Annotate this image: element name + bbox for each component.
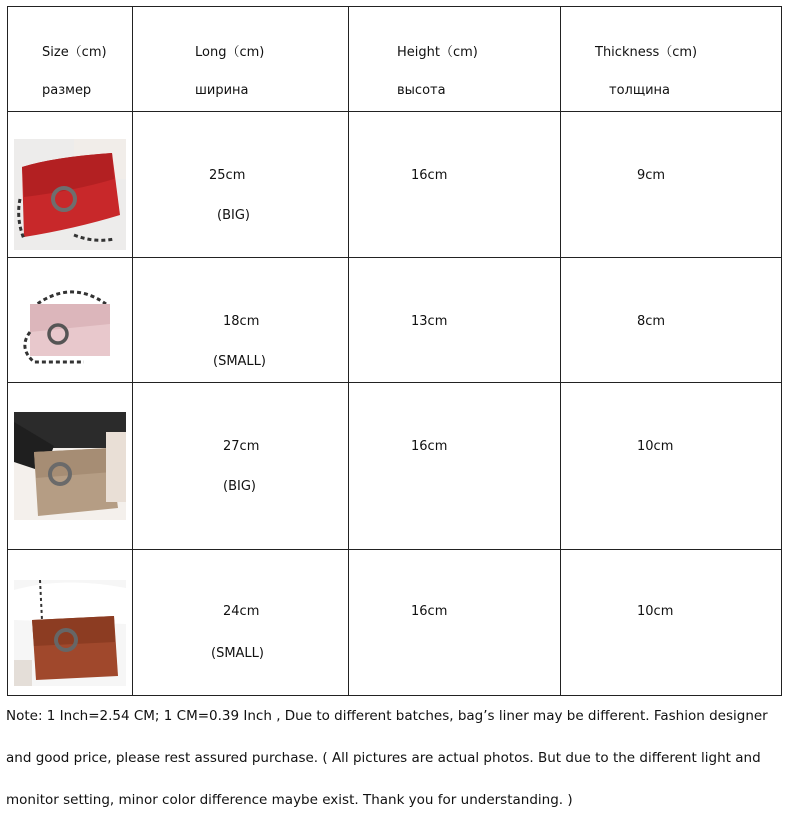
thickness-value: 8cm	[637, 314, 666, 329]
thickness-value: 10cm	[637, 439, 674, 454]
thickness-cell	[561, 112, 782, 258]
long-value: 24cm	[223, 604, 260, 619]
thickness-value: 10cm	[637, 604, 674, 619]
height-value: 16cm	[411, 168, 448, 183]
pink-bag-photo	[14, 288, 126, 370]
table-row	[8, 258, 782, 383]
thickness-cell	[561, 550, 782, 696]
height-value: 16cm	[411, 439, 448, 454]
long-value: 18cm	[223, 314, 260, 329]
brown-bag-photo	[14, 580, 126, 686]
size-label: (SMALL)	[213, 354, 266, 369]
header-height-en: Height（cm)	[397, 45, 478, 60]
note-line-1: Note: 1 Inch=2.54 CM; 1 CM=0.39 Inch , Due to different batches, bag’s liner may be different. Fashion designer	[6, 708, 768, 724]
photo-cell	[8, 550, 133, 696]
header-thickness	[561, 7, 782, 112]
table-row	[8, 383, 782, 550]
photo-cell	[8, 383, 133, 550]
red-bag-photo	[14, 139, 126, 250]
thickness-cell	[561, 383, 782, 550]
header-size-ru: размер	[42, 83, 92, 98]
long-cell	[133, 550, 349, 696]
photo-cell	[8, 112, 133, 258]
header-long-en: Long（cm)	[195, 45, 265, 60]
photo-cell	[8, 258, 133, 383]
height-cell	[349, 550, 561, 696]
height-value: 13cm	[411, 314, 448, 329]
size-label: (BIG)	[217, 208, 250, 223]
thickness-value: 9cm	[637, 168, 666, 183]
header-long	[133, 7, 349, 112]
header-size-en: Size（cm)	[42, 45, 107, 60]
height-value: 16cm	[411, 604, 448, 619]
header-thickness-en: Thickness（cm)	[595, 45, 698, 60]
header-row	[8, 7, 782, 112]
height-cell	[349, 383, 561, 550]
khaki-bag-photo	[14, 412, 126, 520]
height-cell	[349, 258, 561, 383]
header-long-ru: ширина	[195, 83, 249, 98]
thickness-cell	[561, 258, 782, 383]
header-thickness-ru: толщина	[609, 83, 670, 98]
height-cell	[349, 112, 561, 258]
long-cell	[133, 383, 349, 550]
note-line-3: monitor setting, minor color difference maybe exist. Thank you for understanding. )	[6, 792, 573, 808]
table-row	[8, 550, 782, 696]
header-height	[349, 7, 561, 112]
header-height-ru: высота	[397, 83, 446, 98]
long-cell	[133, 258, 349, 383]
size-table	[7, 6, 782, 696]
size-label: (BIG)	[223, 479, 256, 494]
long-cell	[133, 112, 349, 258]
note-line-2: and good price, please rest assured purchase. ( All pictures are actual photos. But due to the different light and	[6, 750, 761, 766]
header-size	[8, 7, 133, 112]
size-label: (SMALL)	[211, 646, 264, 661]
table-row	[8, 112, 782, 258]
long-value: 25cm	[209, 168, 246, 183]
long-value: 27cm	[223, 439, 260, 454]
